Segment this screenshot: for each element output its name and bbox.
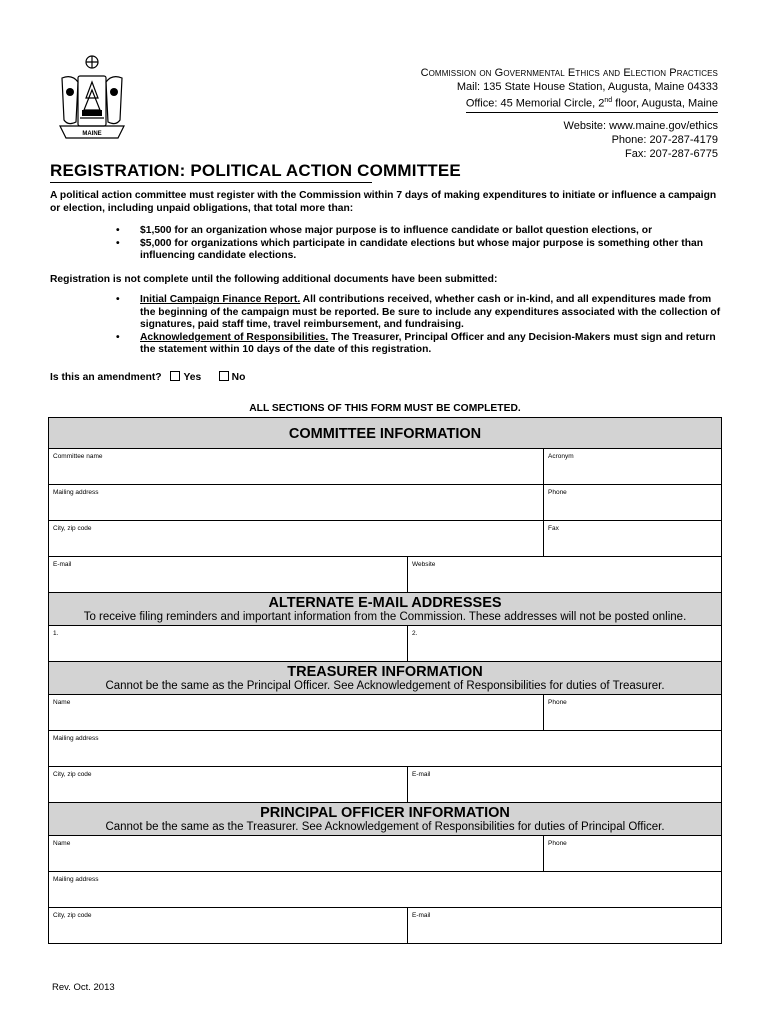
registration-form	[48, 417, 722, 944]
phone: Phone: 207-287-4179	[611, 133, 718, 146]
committee-phone-field[interactable]: Phone	[543, 485, 721, 520]
principal-email-field[interactable]: E-mail	[407, 908, 721, 943]
list-item: • $5,000 for organizations which participate in candidate elections but whose major purpose is something other than influencing candidate elections.	[116, 237, 704, 261]
documents-list	[50, 294, 722, 357]
state-seal-logo	[52, 52, 132, 144]
alt-email-2-field[interactable]: 2.	[407, 626, 721, 661]
committee-fax-field[interactable]: Fax	[543, 521, 721, 556]
treasurer-email-field[interactable]: E-mail	[407, 767, 721, 802]
amendment-yes-checkbox[interactable]	[170, 371, 180, 381]
committee-city-field[interactable]: City, zip code	[53, 525, 92, 532]
threshold-list	[50, 225, 722, 263]
committee-website-field[interactable]: Website	[407, 557, 721, 592]
list-item: • $1,500 for an organization whose major purpose is to influence candidate or ballot question elections, or	[116, 225, 653, 236]
office-address: Office: 45 Memorial Circle, 2nd floor, Augusta, Maine	[466, 94, 718, 113]
commission-name: Commission on Governmental Ethics and Election Practices	[420, 67, 718, 79]
committee-section-header: COMMITTEE INFORMATION	[49, 418, 721, 449]
all-sections-notice: ALL SECTIONS OF THIS FORM MUST BE COMPLETED.	[249, 403, 521, 414]
acronym-field[interactable]: Acronym	[543, 449, 721, 484]
treasurer-phone-field[interactable]: Phone	[543, 695, 721, 730]
fax: Fax: 207-287-6775	[625, 147, 718, 160]
treasurer-city-field[interactable]: City, zip code	[53, 771, 92, 778]
principal-name-field[interactable]: Name	[53, 840, 71, 847]
amendment-no-checkbox[interactable]	[219, 371, 229, 381]
title-divider	[50, 182, 372, 183]
revision-date: Rev. Oct. 2013	[52, 982, 115, 993]
treasurer-section-header: TREASURER INFORMATION Cannot be the same as the Principal Officer. See Acknowledgement of Responsibilities for duties of Treasurer.	[49, 662, 721, 695]
seal-text: MAINE	[82, 131, 102, 137]
committee-name-field[interactable]: Committee name	[53, 453, 103, 460]
amendment-question: Is this an amendment? Yes No	[50, 372, 246, 383]
mail-address: Mail: 135 State House Station, Augusta, Maine 04333	[456, 81, 718, 93]
alt-email-1-field[interactable]: 1.	[53, 630, 59, 637]
principal-city-field[interactable]: City, zip code	[53, 912, 92, 919]
intro-paragraph: A political action committee must register with the Commission within 7 days of making expenditures to initiate or influence a campaign or election, including unpaid obligations, that total more than:	[50, 190, 717, 214]
committee-email-field[interactable]: E-mail	[53, 561, 72, 568]
committee-mailing-field[interactable]: Mailing address	[53, 489, 99, 496]
principal-mailing-field[interactable]: Mailing address	[53, 876, 99, 883]
list-item: • Acknowledgement of Responsibilities. The Treasurer, Principal Officer and any Decision-Makers must sign and return the statement within 10 days of the date of this registration.	[116, 331, 716, 355]
principal-section-header: PRINCIPAL OFFICER INFORMATION Cannot be the same as the Treasurer. See Acknowledgement of Responsibilities for duties of Principal Officer.	[49, 803, 721, 836]
commission-header	[421, 66, 718, 161]
treasurer-mailing-field[interactable]: Mailing address	[53, 735, 99, 742]
website: Website: www.maine.gov/ethics	[563, 119, 718, 132]
treasurer-name-field[interactable]: Name	[53, 699, 71, 706]
alt-email-section-header: ALTERNATE E-MAIL ADDRESSES To receive filing reminders and important information from the Commission. These addresses will not be posted online.	[49, 593, 721, 626]
principal-phone-field[interactable]: Phone	[543, 836, 721, 871]
registration-note: Registration is not complete until the following additional documents have been submitted:	[50, 274, 498, 285]
list-item: • Initial Campaign Finance Report. All contributions received, whether cash or in-kind, and all expenditures made from the beginning of the campaign must be reported. Be sure to include any expenditures associated with the collection of signatures, paid staff time, travel reimbursement, and fundraising.	[116, 294, 721, 330]
page-title: REGISTRATION: POLITICAL ACTION COMMITTEE	[50, 161, 461, 180]
